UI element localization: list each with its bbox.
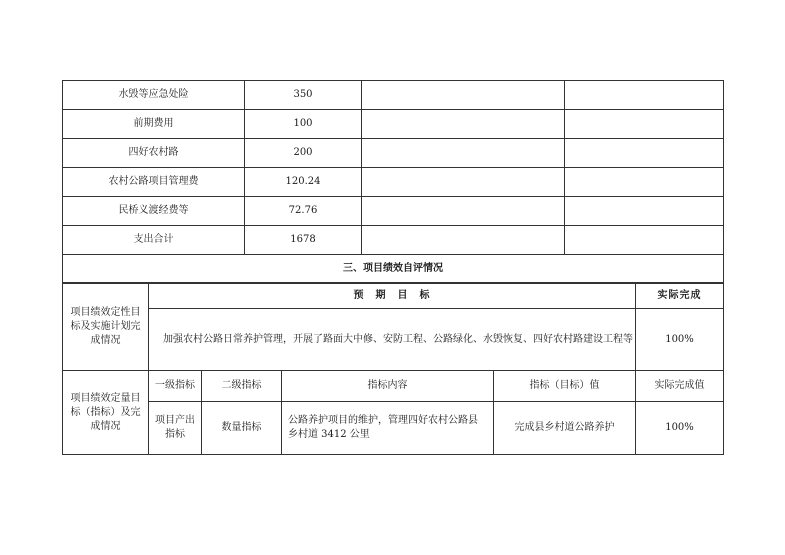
qualitative-label: 项目绩效定性目标及实施计划完成情况 [63, 283, 149, 371]
actual-value: 100% [636, 402, 724, 455]
budget-item-name: 前期费用 [63, 110, 245, 139]
goal-header: 预 期 目 标 [149, 283, 636, 309]
header-content: 指标内容 [282, 371, 494, 402]
budget-item-amount: 1678 [245, 226, 362, 255]
actual-header: 实际完成 [636, 283, 724, 309]
budget-empty-cell [362, 139, 565, 168]
budget-row [63, 226, 724, 255]
budget-row [63, 110, 724, 139]
budget-empty-cell [565, 168, 724, 197]
budget-empty-cell [565, 81, 724, 110]
budget-item-name: 水毁等应急处险 [63, 81, 245, 110]
target-value: 完成县乡村道公路养护 [494, 402, 636, 455]
budget-item-amount: 120.24 [245, 168, 362, 197]
budget-empty-cell [362, 226, 565, 255]
header-actual: 实际完成值 [636, 371, 724, 402]
quantitative-label: 项目绩效定量目标（指标）及完成情况 [63, 371, 149, 455]
level1-value: 项目产出指标 [149, 402, 202, 455]
section-title: 三、项目绩效自评情况 [63, 255, 724, 284]
budget-item-name: 四好农村路 [63, 139, 245, 168]
budget-empty-cell [362, 81, 565, 110]
goal-text: 加强农村公路日常养护管理，开展了路面大中修、安防工程、公路绿化、水毁恢复、四好农村路建设工程等 [149, 309, 636, 371]
performance-table [62, 282, 724, 455]
budget-row [63, 81, 724, 110]
budget-row [63, 197, 724, 226]
budget-item-amount: 350 [245, 81, 362, 110]
budget-row [63, 139, 724, 168]
budget-empty-cell [362, 110, 565, 139]
budget-item-name: 农村公路项目管理费 [63, 168, 245, 197]
budget-row [63, 168, 724, 197]
budget-table [62, 80, 724, 284]
budget-item-amount: 72.76 [245, 197, 362, 226]
budget-item-amount: 100 [245, 110, 362, 139]
qualitative-actual-value: 100% [636, 309, 724, 371]
budget-empty-cell [362, 168, 565, 197]
budget-item-name: 支出合计 [63, 226, 245, 255]
level2-value: 数量指标 [202, 402, 282, 455]
budget-item-name: 民桥义渡经费等 [63, 197, 245, 226]
budget-empty-cell [565, 110, 724, 139]
budget-empty-cell [565, 197, 724, 226]
header-level2: 二级指标 [202, 371, 282, 402]
budget-empty-cell [362, 197, 565, 226]
budget-empty-cell [565, 139, 724, 168]
budget-item-amount: 200 [245, 139, 362, 168]
budget-empty-cell [565, 226, 724, 255]
content-value: 公路养护项目的维护，管理四好农村公路县乡村道 3412 公里 [282, 402, 494, 455]
header-level1: 一级指标 [149, 371, 202, 402]
header-target: 指标（目标）值 [494, 371, 636, 402]
